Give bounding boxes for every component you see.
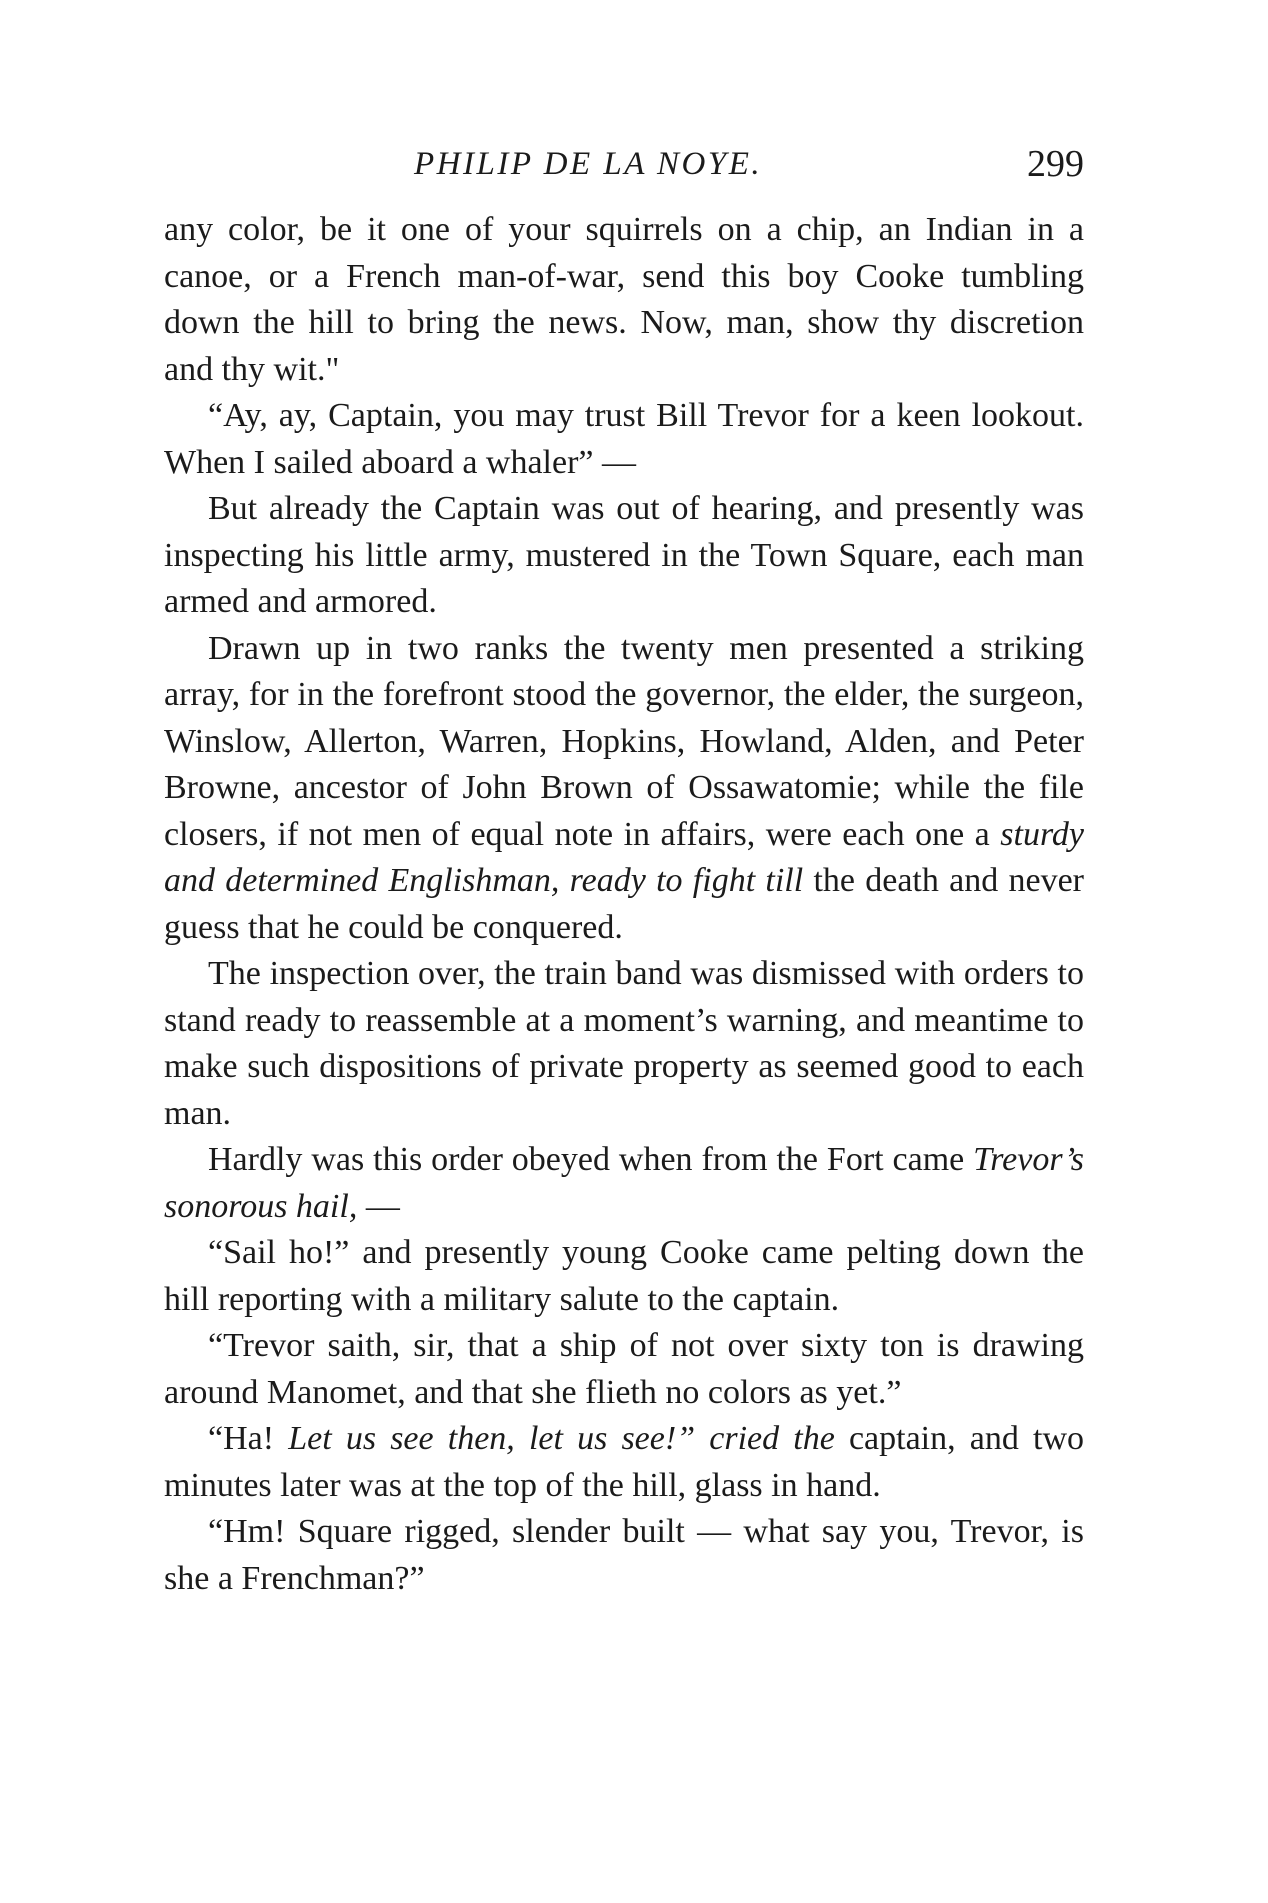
paragraph: “Ha! Let us see then, let us see!” cried the captain, and two minutes later was at the top of the hill, glass in hand. — [164, 1420, 1085, 1504]
paragraph: But already the Captain was out of hearing, and presently was inspecting his little army, mustered in the Town Square, each man armed and armored. — [164, 490, 1084, 620]
running-title: PHILIP DE LA NOYE. — [414, 146, 763, 182]
paragraph: “Hm! Square rigged, slender built — what say you, Trevor, is she a Frenchman?” — [164, 1513, 1084, 1597]
paragraph: any color, be it one of your squirrels on a chip, an Indian in a canoe, or a French man-of-war, send this boy Cooke tumbling down the hill to bring the news. Now, man, show thy discretion and thy wit." — [164, 211, 1084, 388]
paragraph: Drawn up in two ranks the twenty men presented a striking array, for in the forefront stood the governor, the elder, the surgeon, Winslow, Allerton, Warren, Hopkins, Howland, Alden, and Peter Browne, ancestor of John Brown of Ossawatomie; while the file closers, if not men of equal note in affairs, were each one a sturdy and determined Englishman, ready to fight till the death and never guess that he could be conquered. — [164, 629, 1085, 946]
body-text — [164, 207, 1084, 1602]
paragraph: “Trevor saith, sir, that a ship of not over sixty ton is drawing around Manomet, and that she flieth no colors as yet.” — [164, 1327, 1084, 1411]
page-header — [164, 138, 1084, 190]
page-number: 299 — [1027, 143, 1084, 185]
paragraph: “Ay, ay, Captain, you may trust Bill Trevor for a keen lookout. When I sailed aboard a whaler” — — [164, 397, 1084, 481]
paragraph: Hardly was this order obeyed when from the Fort came Trevor’s sonorous hail, — — [164, 1141, 1085, 1225]
paragraph: “Sail ho!” and presently young Cooke came pelting down the hill reporting with a military salute to the captain. — [164, 1234, 1084, 1318]
paragraph: The inspection over, the train band was dismissed with orders to stand ready to reassemble at a moment’s warning, and meantime to make such dispositions of private property as seemed good to each man. — [164, 955, 1084, 1132]
